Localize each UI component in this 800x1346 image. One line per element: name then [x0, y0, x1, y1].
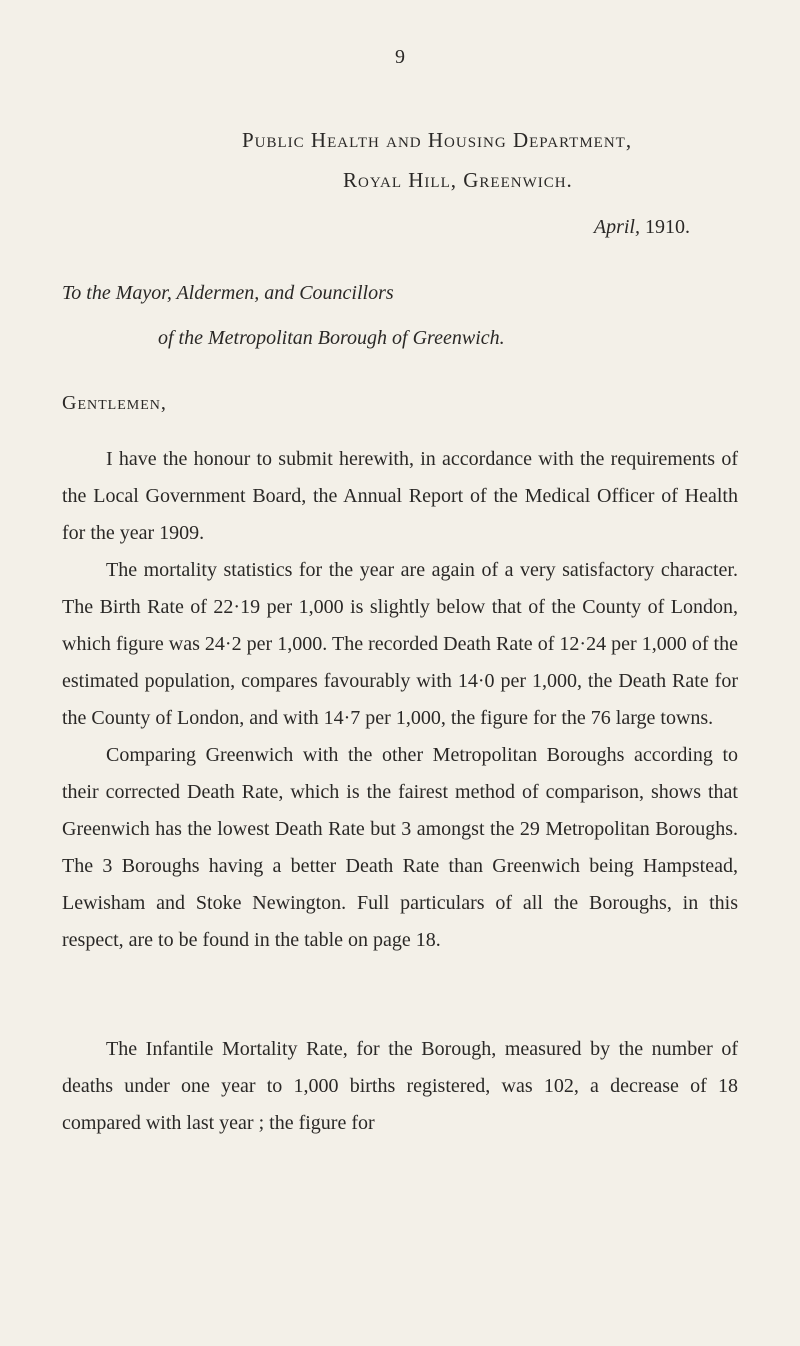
body-paragraph-intro: I have the honour to submit herewith, in accordance with the requirements of the Local Government Board, the Annual Report of the Medical Officer of Health for the year 1909.: [62, 448, 738, 544]
letter-date-year: 1910.: [645, 216, 690, 238]
body-paragraph-infantile: The Infantile Mortality Rate, for the Borough, measured by the number of deaths under one year to 1,000 births registered, was 102, a decrease of 18 compared with last year ; the figure for: [62, 1038, 738, 1134]
letter-date: [594, 216, 690, 239]
department-address: Royal Hill, Greenwich.: [343, 168, 573, 192]
addressee-line-1: To the Mayor, Aldermen, and Councillors: [62, 282, 394, 304]
salutation: Gentlemen,: [62, 392, 167, 414]
department-heading: Public Health and Housing Department,: [242, 128, 633, 152]
body-paragraph-mortality: The mortality statistics for the year are again of a very satisfactory character. The Birth Rate of 22·19 per 1,000 is slightly below that of the County of London, which figure was 24·2 per 1,000. The recorded Death Rate of 12·24 per 1,000 of the estimated population, compares favourably with 14·0 per 1,000, the Death Rate for the County of London, and with 14·7 per 1,000, the figure for the 76 large towns.: [62, 559, 738, 729]
body-paragraph-comparison: Comparing Greenwich with the other Metropolitan Boroughs according to their corrected Death Rate, which is the fairest method of comparison, shows that Greenwich has the lowest Death Rate but 3 amongst the 29 Metropolitan Boroughs. The 3 Boroughs having a better Death Rate than Greenwich being Hampstead, Lewisham and Stoke Newington. Full particulars of all the Boroughs, in this respect, are to be found in the table on page 18.: [62, 744, 738, 951]
addressee-line-2: of the Metropolitan Borough of Greenwich.: [158, 327, 505, 349]
letter-date-month: April,: [593, 216, 640, 238]
page-number: 9: [395, 46, 405, 68]
